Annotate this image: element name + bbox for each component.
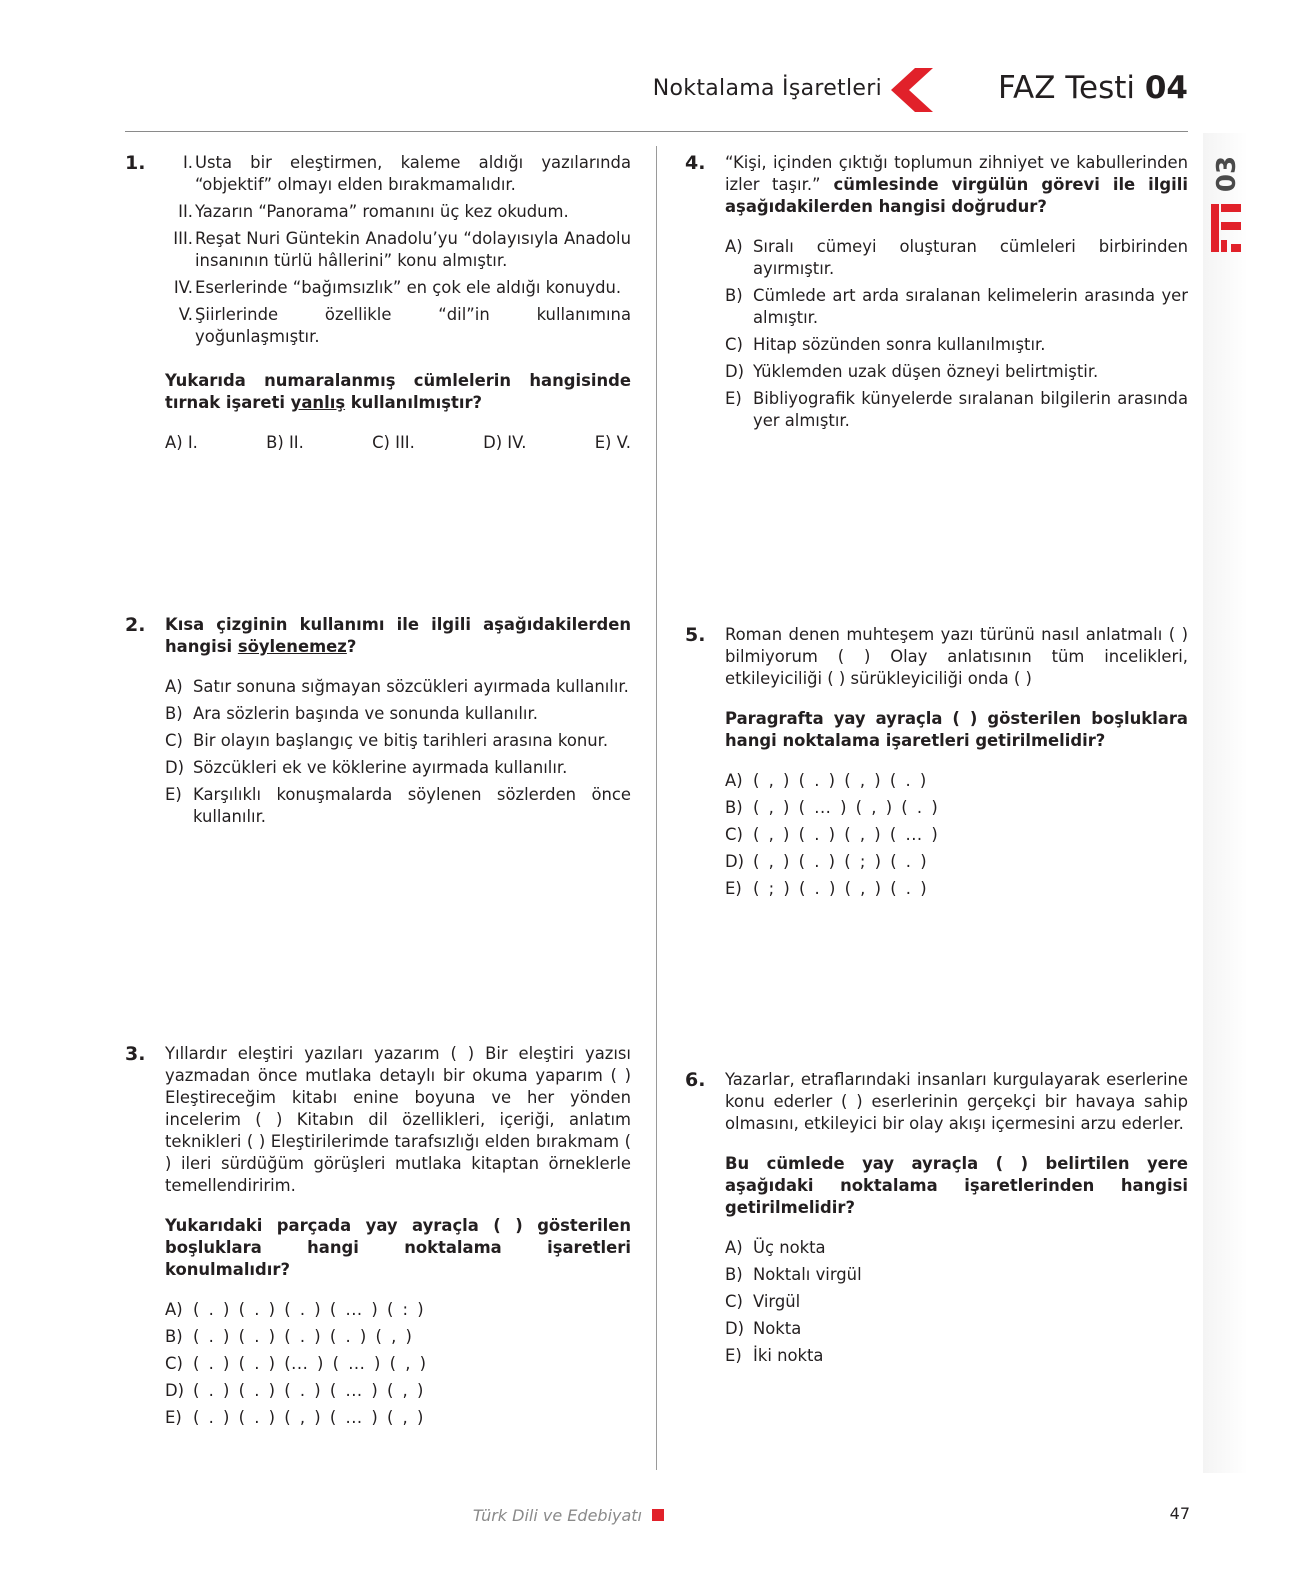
test-number: 04 (1144, 70, 1188, 106)
question-stem: Bu cümlede yay ayraçla ( ) belirtilen yere aşağıdaki noktalama işaretlerinden hangisi getirilmelidir? (725, 1154, 1188, 1217)
question-passage: Yıllardır eleştiri yazıları yazarım ( ) Bir eleştiri yazısı yazmadan önce mutlaka detaylı bir okuma yaparım ( ) Eleştireceğim kitabı enine boyuna ve her yönden incelerim ( ) Kitabın dil özellikleri, içeriği, anlatım teknikleri ( ) Eleştirilerimde tarafsızlığı elden bırakmam ( ) ileri sürdüğüm görüşleri mutlaka kitaptan örneklerle temellendiririm. (165, 1044, 631, 1195)
answer-option[interactable]: D) ( , ) ( . ) ( ; ) ( . ) (725, 852, 928, 871)
roman-item: II. Yazarın “Panorama” romanını üç kez okudum. (178, 202, 569, 221)
question-stem: Paragrafta yay ayraçla ( ) gösterilen boşluklara hangi noktalama işaretleri getirilmelidir? (725, 709, 1188, 750)
answer-option[interactable]: E) V. (594, 433, 631, 452)
question-number: 5. (685, 624, 706, 646)
question-number: 6. (685, 1069, 706, 1091)
answer-option[interactable]: A) Üç nokta (725, 1238, 826, 1257)
question-stem: “Kişi, içinden çıktığı toplumun zihniyet ve kabullerinden izler taşır.” cümlesinde virgülün görevi ile ilgili aşağıdakilerden hangisi doğrudur? (725, 153, 1188, 216)
answer-option[interactable]: C) Virgül (725, 1292, 801, 1311)
footer-subject: Türk Dili ve Edebiyatı (472, 1506, 642, 1525)
roman-item: V. Şiirlerinde özellikle “dil”in kullanımına yoğunlaşmıştır. (178, 305, 631, 346)
question-number: 4. (685, 152, 706, 174)
answer-option[interactable]: A) ( , ) ( . ) ( , ) ( . ) (725, 771, 927, 790)
answer-options (165, 432, 631, 454)
roman-item: IV. Eserlerinde “bağımsızlık” en çok ele aldığı konuydu. (173, 278, 622, 297)
question-stem: Yukarıda numaralanmış cümlelerin hangisinde tırnak işareti yanlış kullanılmıştır? (165, 371, 631, 412)
answer-option[interactable]: D) ( . ) ( . ) ( . ) ( ... ) ( , ) (165, 1381, 424, 1400)
answer-option[interactable]: D) IV. (483, 433, 527, 452)
header-divider (125, 131, 1188, 132)
answer-option[interactable]: C) III. (372, 433, 415, 452)
page-number: 47 (1169, 1504, 1190, 1523)
question-passage: Yazarlar, etraflarındaki insanları kurgulayarak eserlerine konu ederler ( ) eserlerinin gerçekçi bir havaya sahip olmasını, etkileyici bir olay akışı içermesini arzu ederler. (725, 1070, 1188, 1133)
answer-options (725, 236, 1188, 432)
test-label: FAZ Testi (998, 70, 1135, 106)
answer-option[interactable]: B) ( . ) ( . ) ( . ) ( . ) ( , ) (165, 1327, 413, 1346)
answer-option[interactable]: A) Satır sonuna sığmayan sözcükleri ayırmada kullanılır. (165, 677, 629, 696)
publisher-logo-icon (1209, 200, 1243, 256)
question-number: 1. (125, 152, 146, 174)
roman-item: III. Reşat Nuri Güntekin Anadolu’yu “dolayısıyla Anadolu insanının türlü hâllerini” konu almıştır. (173, 229, 631, 270)
question-number: 2. (125, 614, 146, 636)
answer-option[interactable]: C) ( , ) ( . ) ( , ) ( ... ) (725, 825, 939, 844)
side-tab-number (1210, 152, 1244, 196)
answer-option[interactable]: B) Noktalı virgül (725, 1265, 862, 1284)
question-passage: Roman denen muhteşem yazı türünü nasıl anlatmalı ( ) bilmiyorum ( ) Olay anlatısının tüm incelikleri, etkileyiciliği ( ) sürükleyiciliği onda ( ) (725, 625, 1188, 688)
answer-option[interactable]: D) Nokta (725, 1319, 802, 1338)
answer-option[interactable]: B) Cümlede art arda sıralanan kelimelerin arasında yer almıştır. (725, 286, 1188, 327)
square-icon (652, 1509, 664, 1521)
answer-option[interactable]: E) İki nokta (725, 1346, 824, 1365)
answer-option[interactable]: B) ( , ) ( ... ) ( , ) ( . ) (725, 798, 939, 817)
question-stem: Yukarıdaki parçada yay ayraçla ( ) gösterilen boşluklara hangi noktalama işaretleri konulmalıdır? (165, 1216, 631, 1279)
answer-option[interactable]: A) Sıralı cümeyi oluşturan cümleleri birbirinden ayırmıştır. (725, 237, 1188, 278)
answer-options (725, 770, 1188, 900)
answer-option[interactable]: B) II. (266, 433, 304, 452)
svg-text:03: 03 (1212, 155, 1242, 193)
answer-option[interactable]: B) Ara sözlerin başında ve sonunda kullanılır. (165, 704, 538, 723)
question-stem: Kısa çizginin kullanımı ile ilgili aşağıdakilerden hangisi söylenemez? (165, 615, 631, 656)
answer-options (165, 1299, 631, 1429)
answer-option[interactable]: E) ( ; ) ( . ) ( , ) ( . ) (725, 879, 928, 898)
answer-option[interactable]: E) Karşılıklı konuşmalarda söylenen sözlerden önce kullanılır. (165, 785, 631, 826)
answer-option[interactable]: A) ( . ) ( . ) ( . ) ( ... ) ( : ) (165, 1300, 425, 1319)
answer-option[interactable]: D) Sözcükleri ek ve köklerine ayırmada kullanılır. (165, 758, 568, 777)
answer-option[interactable]: E) Bibliyografik künyelerde sıralanan bilgilerin arasında yer almıştır. (725, 389, 1188, 430)
column-divider (656, 146, 657, 1470)
roman-item: I. Usta bir eleştirmen, kaleme aldığı yazılarında “objektif” olmayı elden bırakmamalıdır. (182, 153, 631, 194)
answer-option[interactable]: C) Hitap sözünden sonra kullanılmıştır. (725, 335, 1046, 354)
answer-option[interactable]: C) ( . ) ( . ) (... ) ( ... ) ( , ) (165, 1354, 427, 1373)
answer-option[interactable]: C) Bir olayın başlangıç ve bitiş tarihleri arasına konur. (165, 731, 609, 750)
answer-option[interactable]: E) ( . ) ( . ) ( , ) ( ... ) ( , ) (165, 1408, 424, 1427)
answer-option[interactable]: A) I. (165, 433, 198, 452)
question-number: 3. (125, 1043, 146, 1065)
test-title (948, 70, 1188, 106)
side-tab (1203, 133, 1248, 1473)
chevron-left-icon (891, 68, 933, 112)
answer-option[interactable]: D) Yüklemden uzak düşen özneyi belirtmiştir. (725, 362, 1099, 381)
answer-options (725, 1237, 1188, 1367)
header-subject: Noktalama İşaretleri (652, 76, 882, 101)
answer-options (165, 676, 631, 828)
